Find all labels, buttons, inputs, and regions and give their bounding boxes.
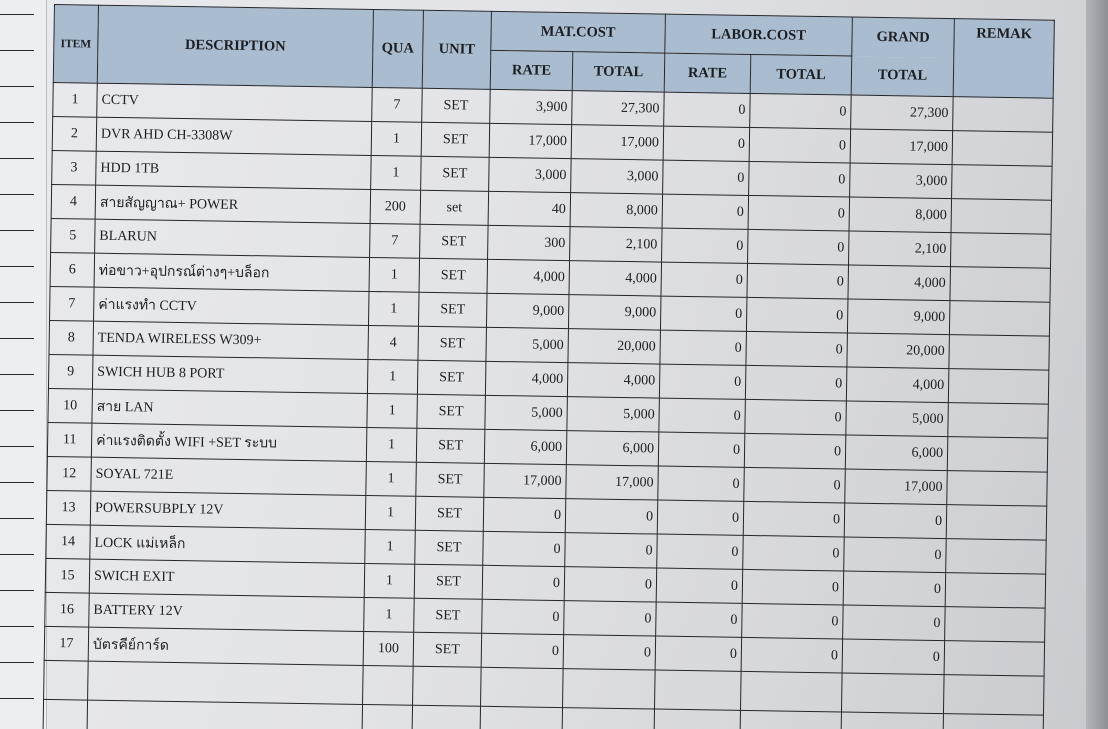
ruled-line [0,698,34,699]
ruled-line [0,230,34,231]
grand-total-cell: 0 [843,605,946,641]
description-cell: สาย LAN [92,389,368,427]
grand-total-cell: 0 [843,571,946,607]
quantity-cell: 1 [364,597,415,632]
item-number-cell: 17 [44,626,89,661]
remark-cell [947,471,1048,507]
quantity-cell: 200 [370,189,421,224]
grand-total-cell: 0 [844,503,947,539]
item-number-cell: 10 [48,388,93,423]
description-cell: HDD 1TB [96,151,372,189]
empty-cell [88,661,364,704]
remark-cell [952,131,1053,167]
description-cell: BATTERY 12V [89,593,365,631]
item-number-cell: 14 [46,524,91,559]
ruled-line [0,590,34,591]
material-rate-cell: 0 [481,633,564,668]
quantity-cell: 1 [368,291,419,326]
empty-cell [362,704,413,729]
unit-cell: SET [417,394,486,429]
empty-cell [943,714,1044,729]
remark-cell [946,505,1047,541]
quotation-sheet [46,0,1086,729]
labor-rate-cell: 0 [661,262,748,297]
ruled-line [0,194,34,195]
labor-total-cell: 0 [741,637,843,673]
labor-total-cell: 0 [749,161,851,197]
unit-cell: SET [418,292,487,327]
grand-total-cell: 4,000 [848,265,951,301]
material-rate-cell: 4,000 [485,361,568,396]
header-mat-cost: MAT.COST [491,11,666,53]
material-total-cell: 0 [565,533,658,568]
unit-cell: set [420,190,489,225]
material-rate-cell: 3,000 [489,157,572,192]
ruled-line [0,662,34,663]
item-number-cell: 4 [51,184,96,219]
item-number-cell: 8 [49,320,94,355]
empty-cell [480,706,563,729]
labor-total-cell: 0 [744,467,846,503]
header-labor-cost: LABOR.COST [665,14,853,56]
ruled-line [0,626,34,627]
labor-total-cell: 0 [750,93,852,129]
ruled-line [0,14,34,15]
labor-rate-cell: 0 [662,228,749,263]
header-description: DESCRIPTION [97,5,373,87]
unit-cell: SET [422,88,491,123]
item-number-cell: 12 [47,456,92,491]
item-number-cell: 2 [52,116,97,151]
remark-cell [950,267,1051,303]
labor-rate-cell: 0 [655,636,742,671]
labor-total-cell: 0 [744,433,846,469]
remark-cell [953,97,1054,133]
remark-cell [951,233,1052,269]
item-number-cell: 3 [52,150,97,185]
labor-rate-cell: 0 [664,92,751,127]
quantity-cell: 7 [370,223,421,258]
labor-total-cell: 0 [745,365,847,401]
material-total-cell: 3,000 [571,159,664,194]
labor-total-cell: 0 [746,331,848,367]
grand-total-cell: 0 [844,537,947,573]
remark-cell [948,369,1049,405]
quantity-cell: 1 [367,359,418,394]
labor-rate-cell: 0 [657,500,744,535]
labor-total-cell: 0 [748,195,850,231]
material-total-cell: 0 [564,567,657,602]
quantity-cell: 1 [364,563,415,598]
quantity-cell: 1 [371,122,422,157]
grand-total-cell: 5,000 [846,401,949,437]
remark-cell [947,437,1048,473]
description-cell: TENDA WIRELESS W309+ [93,321,369,359]
labor-total-cell: 0 [743,535,845,571]
ruled-line [0,374,34,375]
description-cell: SWICH EXIT [89,559,365,597]
paper-edge-shadow [1086,0,1108,729]
material-total-cell: 0 [565,499,658,534]
description-cell: POWERSUBPLY 12V [90,491,366,529]
empty-cell [741,671,843,712]
item-number-cell: 5 [51,218,96,253]
ruled-line [0,50,34,51]
material-total-cell: 17,000 [571,125,664,160]
ruled-line [0,158,34,159]
labor-rate-cell: 0 [660,296,747,331]
empty-cell [87,700,363,729]
unit-cell: SET [418,326,487,361]
labor-rate-cell: 0 [658,432,745,467]
quantity-cell: 100 [363,631,414,666]
unit-cell: SET [415,496,484,531]
empty-cell [563,669,656,709]
empty-cell [363,665,414,705]
grand-total-cell: 0 [842,639,945,675]
remark-cell [949,301,1050,337]
grand-total-cell: 6,000 [845,435,948,471]
grand-total-cell: 20,000 [847,333,950,369]
description-cell: CCTV [97,83,373,121]
header-remark: REMAK [953,19,1054,99]
unit-cell: SET [421,156,490,191]
labor-rate-cell: 0 [657,534,744,569]
description-cell: DVR AHD CH-3308W [96,117,372,155]
ruled-line [0,482,34,483]
header-unit: UNIT [422,10,491,89]
material-rate-cell: 17,000 [489,123,572,158]
labor-total-cell: 0 [749,127,851,163]
quantity-cell: 1 [366,461,417,496]
quantity-cell: 1 [366,427,417,462]
ruled-line [0,554,34,555]
labor-total-cell: 0 [742,569,844,605]
empty-cell [841,712,944,729]
item-number-cell: 13 [46,490,91,525]
grand-total-cell: 2,100 [849,231,952,267]
quantity-cell: 7 [372,88,423,123]
material-rate-cell: 0 [483,531,566,566]
remark-cell [949,335,1050,371]
unit-cell: SET [421,122,490,157]
unit-cell: SET [414,564,483,599]
material-rate-cell: 0 [482,599,565,634]
labor-rate-cell: 0 [656,602,743,637]
material-total-cell: 2,100 [570,227,663,262]
ruled-line [0,266,34,267]
grand-total-cell: 9,000 [847,299,950,335]
remark-cell [945,607,1046,643]
quantity-cell: 1 [369,257,420,292]
header-mat-rate: RATE [490,50,573,90]
unit-cell: SET [419,258,488,293]
labor-total-cell: 0 [746,297,848,333]
quantity-cell: 1 [371,156,422,191]
material-total-cell: 9,000 [568,295,661,330]
labor-total-cell: 0 [748,229,850,265]
labor-total-cell: 0 [743,501,845,537]
empty-cell [413,666,482,706]
labor-rate-cell: 0 [658,466,745,501]
empty-cell [412,705,481,729]
header-labor-rate: RATE [664,53,751,93]
empty-cell [654,709,741,729]
unit-cell: SET [416,462,485,497]
empty-cell [943,675,1044,716]
empty-cell [655,670,742,710]
material-rate-cell: 40 [488,191,571,226]
table-body [43,82,1053,729]
empty-cell [562,708,655,729]
material-total-cell: 6,000 [566,431,659,466]
labor-rate-cell: 0 [659,398,746,433]
empty-cell [740,710,842,729]
material-total-cell: 4,000 [567,363,660,398]
material-rate-cell: 0 [482,565,565,600]
ruled-line [0,446,34,447]
labor-rate-cell: 0 [663,126,750,161]
unit-cell: SET [415,530,484,565]
empty-cell [43,699,88,729]
item-number-cell: 16 [45,592,90,627]
description-cell: ท่อขาว+อุปกรณ์ต่างๆ+บล็อก [94,253,370,291]
header-labor-total: TOTAL [750,54,852,95]
item-number-cell: 1 [53,82,98,117]
material-rate-cell: 0 [483,497,566,532]
empty-cell [44,660,89,700]
unit-cell: SET [413,632,482,667]
labor-total-cell: 0 [742,603,844,639]
material-total-cell: 4,000 [569,261,662,296]
material-rate-cell: 9,000 [486,293,569,328]
material-total-cell: 8,000 [570,193,663,228]
labor-rate-cell: 0 [656,568,743,603]
labor-total-cell: 0 [745,399,847,435]
empty-cell [841,673,944,714]
item-number-cell: 15 [45,558,90,593]
material-rate-cell: 17,000 [484,463,567,498]
labor-rate-cell: 0 [660,330,747,365]
remark-cell [944,641,1045,677]
material-total-cell: 20,000 [568,329,661,364]
item-number-cell: 7 [50,286,95,321]
unit-cell: SET [416,428,485,463]
ruled-line [0,338,34,339]
quantity-cell: 4 [368,325,419,360]
underlying-sheet [0,0,47,729]
ruled-line [0,122,34,123]
quantity-cell: 1 [365,495,416,530]
grand-total-cell: 17,000 [845,469,948,505]
material-total-cell: 0 [563,635,656,670]
ruled-line [0,302,34,303]
header-item: ITEM [53,5,98,84]
material-total-cell: 5,000 [567,397,660,432]
material-total-cell: 17,000 [566,465,659,500]
unit-cell: SET [420,224,489,259]
material-rate-cell: 6,000 [484,429,567,464]
grand-total-cell: 4,000 [846,367,949,403]
description-cell: BLARUN [95,219,371,257]
labor-total-cell: 0 [747,263,849,299]
remark-cell [952,165,1053,201]
empty-cell [481,667,564,707]
unit-cell: SET [417,360,486,395]
description-cell: LOCK แม่เหล็ก [90,525,366,563]
ruled-line [0,86,34,87]
remark-cell [948,403,1049,439]
ruled-line [0,410,34,411]
remark-cell [946,539,1047,575]
grand-total-cell: 27,300 [851,95,954,131]
labor-rate-cell: 0 [659,364,746,399]
material-rate-cell: 5,000 [486,327,569,362]
description-cell: บัตรคีย์การ์ด [88,627,364,665]
quantity-cell: 1 [367,393,418,428]
grand-total-cell: 8,000 [849,197,952,233]
description-cell: ค่าแรงทำ CCTV [94,287,370,325]
material-rate-cell: 3,900 [490,89,573,124]
quantity-cell: 1 [365,529,416,564]
header-grand: GRAND [852,17,955,58]
material-total-cell: 0 [564,601,657,636]
item-number-cell: 9 [48,354,93,389]
header-mat-total: TOTAL [572,52,665,92]
material-rate-cell: 5,000 [485,395,568,430]
unit-cell: SET [414,598,483,633]
ruled-line [0,518,34,519]
description-cell: SWICH HUB 8 PORT [92,355,368,393]
bill-of-quantities-table [42,4,1054,729]
material-rate-cell: 4,000 [487,259,570,294]
description-cell: ค่าแรงติดตั้ง WIFI +SET ระบบ [91,423,367,461]
grand-total-cell: 3,000 [850,163,953,199]
labor-rate-cell: 0 [662,194,749,229]
material-total-cell: 27,300 [572,91,665,126]
labor-rate-cell: 0 [663,160,750,195]
remark-cell [945,573,1046,609]
item-number-cell: 6 [50,252,95,287]
material-rate-cell: 300 [488,225,571,260]
grand-total-cell: 17,000 [850,129,953,165]
description-cell: SOYAL 721E [91,457,367,495]
item-number-cell: 11 [47,422,92,457]
remark-cell [951,199,1052,235]
header-grand-total: TOTAL [851,56,954,97]
header-qua: QUA [372,10,423,89]
description-cell: สายสัญญาณ+ POWER [95,185,371,223]
